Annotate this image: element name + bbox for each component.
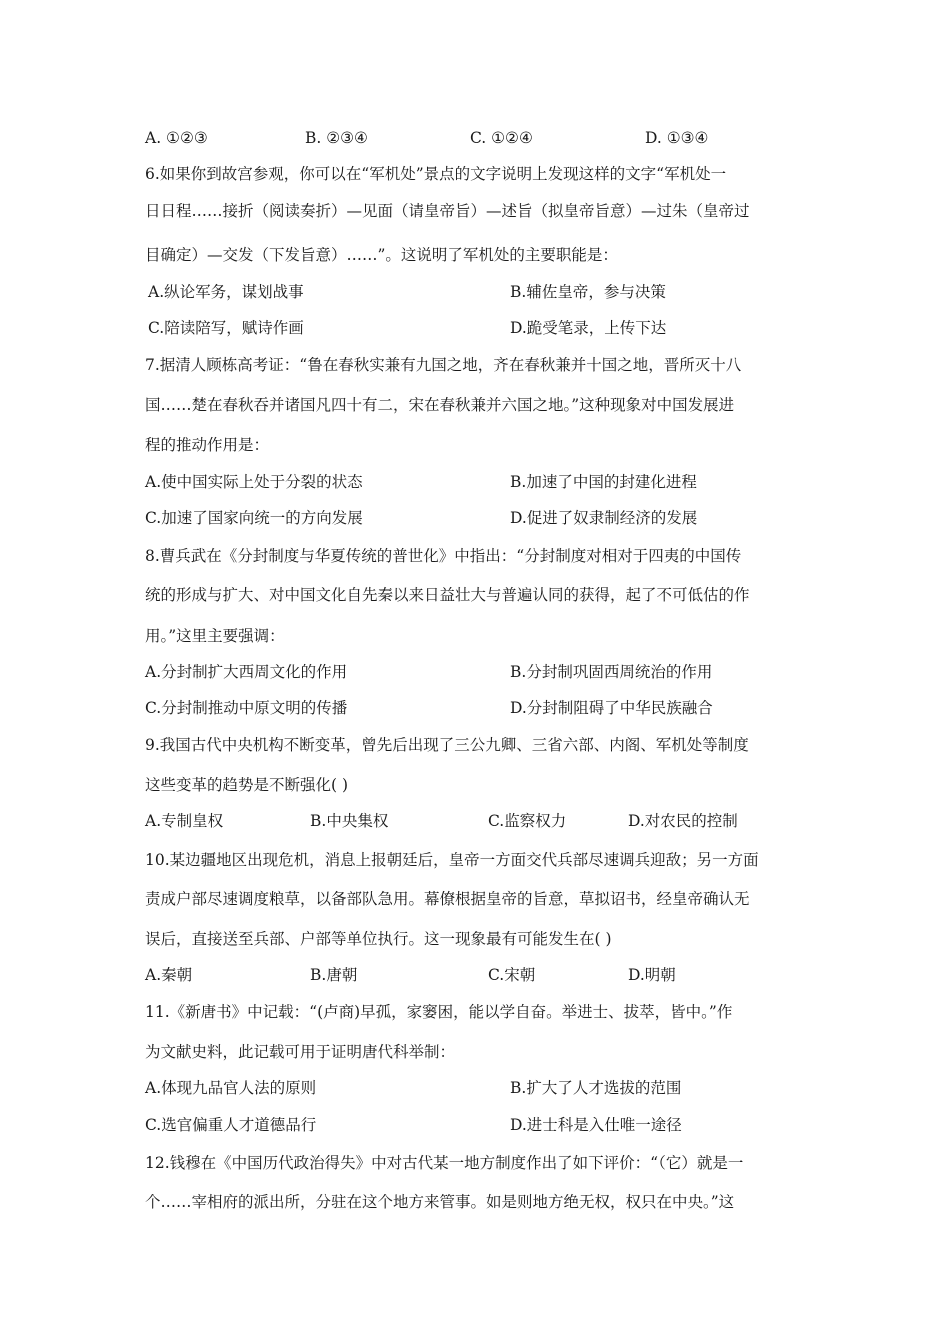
- q6-option-c: C.陪读陪写，赋诗作画: [148, 319, 304, 337]
- q8-option-a: A.分封制扩大西周文化的作用: [145, 663, 348, 681]
- q6-option-a: A.纵论军务，谋划战事: [148, 283, 304, 301]
- q10-option-d: D.明朝: [628, 966, 676, 984]
- q7-option-a: A.使中国实际上处于分裂的状态: [145, 473, 363, 491]
- q7-option-b: B.加速了中国的封建化进程: [510, 473, 697, 491]
- q11-stem-line-2: 为文献史料，此记载可用于证明唐代科举制：: [145, 1043, 456, 1061]
- q5-option-b: B. ②③④: [305, 129, 368, 147]
- q10-option-c: C.宋朝: [488, 966, 536, 984]
- q10-stem-line-2: 责成户部尽速调度粮草，以备部队急用。幕僚根据皇帝的旨意，草拟诏书，经皇帝确认无: [145, 890, 750, 908]
- q7-option-c: C.加速了国家向统一的方向发展: [145, 509, 363, 527]
- q6-stem-line-1: 6.如果你到故宫参观，你可以在“军机处”景点的文字说明上发现这样的文字“军机处一: [145, 165, 727, 183]
- q9-option-c: C.监察权力: [488, 812, 567, 830]
- q9-option-b: B.中央集权: [310, 812, 389, 830]
- q11-option-d: D.进士科是入仕唯一途径: [510, 1116, 682, 1134]
- q6-option-b: B.辅佐皇帝，参与决策: [510, 283, 666, 301]
- q5-option-d: D. ①③④: [645, 129, 709, 147]
- q12-stem-line-1: 12.钱穆在《中国历代政治得失》中对古代某一地方制度作出了如下评价：“（它）就是一: [145, 1154, 744, 1172]
- q7-stem-line-2: 国……楚在春秋吞并诸国凡四十有二，宋在春秋兼并六国之地。”这种现象对中国发展进: [145, 396, 735, 414]
- q9-stem-line-1: 9.我国古代中央机构不断变革，曾先后出现了三公九卿、三省六部、内阁、军机处等制度: [145, 736, 749, 754]
- q11-option-a: A.体现九品官人法的原则: [145, 1079, 317, 1097]
- q12-stem-line-2: 个……宰相府的派出所，分驻在这个地方来管事。如是则地方绝无权，权只在中央。”这: [145, 1193, 735, 1211]
- q6-option-d: D.跪受笔录，上传下达: [510, 319, 667, 337]
- q5-option-c: C. ①②④: [470, 129, 533, 147]
- q5-option-a: A. ①②③: [145, 129, 208, 147]
- q8-option-d: D.分封制阻碍了中华民族融合: [510, 699, 713, 717]
- q11-option-c: C.选官偏重人才道德品行: [145, 1116, 317, 1134]
- q8-stem-line-1: 8.曹兵武在《分封制度与华夏传统的普世化》中指出：“分封制度对相对于四夷的中国传: [145, 547, 742, 565]
- q6-stem-line-3: 目确定）—交发（下发旨意）……”。这说明了军机处的主要职能是：: [145, 246, 618, 264]
- q10-option-a: A.秦朝: [145, 966, 193, 984]
- q9-stem-line-2: 这些变革的趋势是不断强化( ): [145, 776, 349, 794]
- q9-option-d: D.对农民的控制: [628, 812, 738, 830]
- q10-stem-line-1: 10.某边疆地区出现危机，消息上报朝廷后，皇帝一方面交代兵部尽速调兵迎敌；另一方面: [145, 851, 759, 869]
- q11-stem-line-1: 11.《新唐书》中记载：“(卢商)早孤，家窭困，能以学自奋。举进士、拔萃，皆中。”作: [145, 1003, 733, 1021]
- q11-option-b: B.扩大了人才选拔的范围: [510, 1079, 682, 1097]
- q8-option-b: B.分封制巩固西周统治的作用: [510, 663, 713, 681]
- q7-stem-line-1: 7.据清人顾栋高考证：“鲁在春秋实兼有九国之地，齐在春秋兼并十国之地，晋所灭十八: [145, 356, 742, 374]
- q6-stem-line-2: 日日程……接折（阅读奏折）—见面（请皇帝旨）—述旨（拟皇帝旨意）—过朱（皇帝过: [145, 202, 750, 220]
- q8-option-c: C.分封制推动中原文明的传播: [145, 699, 348, 717]
- q10-stem-line-3: 误后，直接送至兵部、户部等单位执行。这一现象最有可能发生在( ): [145, 930, 612, 948]
- q9-option-a: A.专制皇权: [145, 812, 224, 830]
- q8-stem-line-2: 统的形成与扩大、对中国文化自先秦以来日益壮大与普遍认同的获得，起了不可低估的作: [145, 586, 750, 604]
- q10-option-b: B.唐朝: [310, 966, 358, 984]
- q7-option-d: D.促进了奴隶制经济的发展: [510, 509, 698, 527]
- q8-stem-line-3: 用。”这里主要强调：: [145, 627, 285, 645]
- q7-stem-line-3: 程的推动作用是：: [145, 436, 270, 454]
